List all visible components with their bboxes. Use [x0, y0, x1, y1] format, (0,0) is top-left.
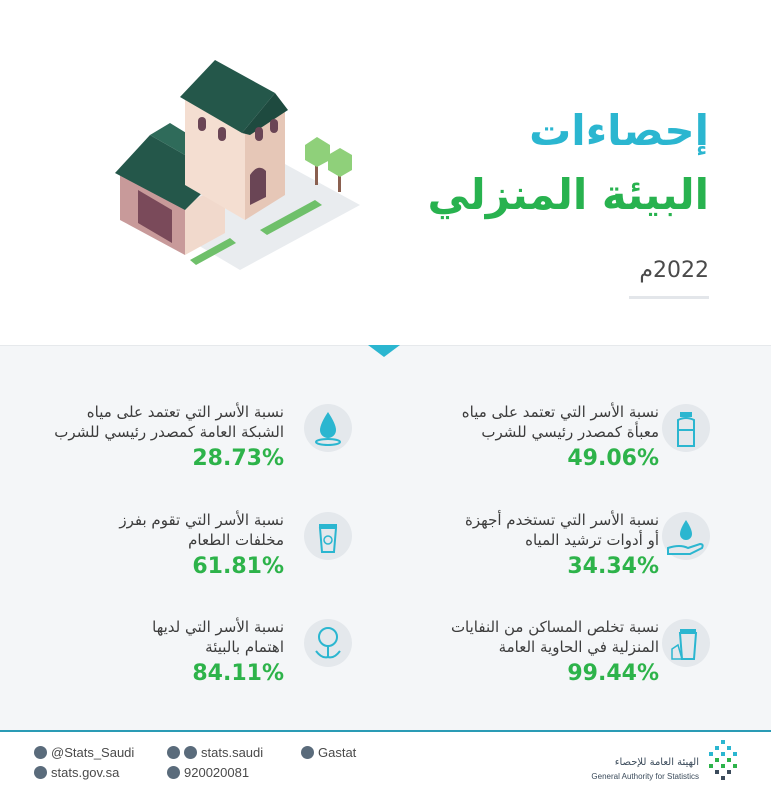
stat-label-line2: المنزلية في الحاوية العامة	[498, 638, 659, 656]
stat-value: 28.73%	[192, 446, 284, 471]
stat-value: 61.81%	[192, 554, 284, 579]
stat-water-saving-devices	[339, 510, 659, 579]
stat-label-line2: اهتمام بالبيئة	[205, 638, 284, 656]
stat-label-line2: أو أدوات ترشيد المياه	[525, 531, 659, 549]
stat-label-line2: الشبكة العامة كمصدر رئيسي للشرب	[54, 423, 284, 441]
stat-value: 84.11%	[192, 661, 284, 686]
linkedin-icon	[301, 746, 314, 759]
social-handle: stats.saudi	[201, 745, 264, 760]
tree-hands-icon	[302, 617, 354, 669]
water-bottle-icon	[660, 402, 712, 454]
stat-label-line1: نسبة الأسر التي تقوم بفرز	[119, 511, 284, 529]
stat-label-line1: نسبة الأسر التي تستخدم أجهزة	[465, 511, 659, 529]
linkedin-handle: Gastat	[318, 745, 357, 760]
social-link[interactable]	[167, 745, 263, 760]
header-section	[0, 0, 771, 345]
stat-food-waste-sorting	[0, 510, 284, 579]
stat-label-line2: معبأة كمصدر رئيسي للشرب	[481, 423, 659, 441]
year-underline	[629, 296, 709, 299]
org-name-english: General Authority for Statistics	[591, 772, 699, 781]
stat-label-line1: نسبة الأسر التي تعتمد على مياه	[461, 403, 659, 421]
phone-icon	[167, 766, 180, 779]
website-link[interactable]	[34, 765, 119, 780]
globe-icon	[34, 766, 47, 779]
page-title-line1: إحصاءات	[529, 106, 709, 155]
stat-label-line1: نسبة الأسر التي لديها	[152, 618, 284, 636]
stat-public-container-disposal	[339, 617, 659, 686]
year-label: 2022م	[639, 258, 709, 283]
website-url: stats.gov.sa	[51, 765, 120, 780]
stat-label-line1: نسبة تخلص المساكن من النفايات	[450, 618, 659, 636]
stat-label-line1: نسبة الأسر التي تعتمد على مياه	[86, 403, 284, 421]
facebook-icon	[167, 746, 180, 759]
house-illustration	[110, 55, 370, 285]
stat-value: 34.34%	[567, 554, 659, 579]
org-name-arabic: الهيئة العامة للإحصاء	[614, 757, 699, 768]
page-title-line2: البيئة المنزلي	[427, 170, 709, 219]
stat-public-network-water	[0, 402, 284, 471]
waste-container-icon	[660, 617, 712, 669]
recycle-bin-icon	[302, 510, 354, 562]
stat-environment-interest	[0, 617, 284, 686]
water-drop-icon	[302, 402, 354, 454]
twitter-link[interactable]	[34, 745, 134, 760]
hand-drop-icon	[660, 510, 712, 562]
stat-label-line2: مخلفات الطعام	[188, 531, 284, 549]
phone-link[interactable]	[167, 765, 249, 780]
twitter-handle: @Stats_Saudi	[51, 745, 135, 760]
stat-value: 49.06%	[567, 446, 659, 471]
stat-value: 99.44%	[567, 661, 659, 686]
stat-bottled-water	[339, 402, 659, 471]
linkedin-link[interactable]	[301, 745, 356, 760]
twitter-icon	[34, 746, 47, 759]
panel-notch	[368, 345, 400, 357]
phone-number: 920020081	[184, 765, 250, 780]
instagram-icon	[184, 746, 197, 759]
gastat-logo-icon	[705, 738, 741, 786]
